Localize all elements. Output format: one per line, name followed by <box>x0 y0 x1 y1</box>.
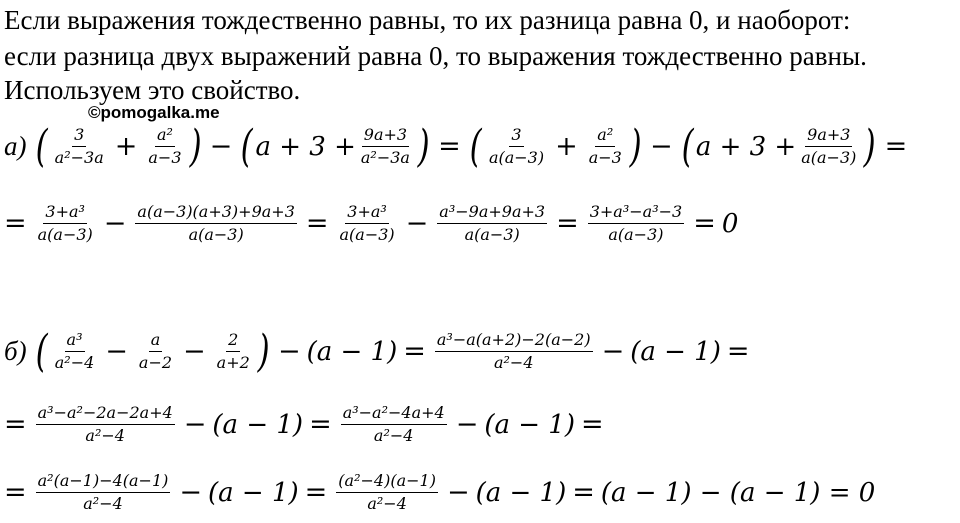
denominator: a²−4 <box>85 426 125 445</box>
operator: − <box>103 208 127 239</box>
operator: = <box>4 477 27 508</box>
denominator: a(a−3) <box>801 148 857 167</box>
intro-line-1: Если выражения тождественно равны, то их разница равна 0, и наоборот: <box>4 5 851 35</box>
operator: = <box>884 131 908 162</box>
denominator: a²−4 <box>373 426 414 445</box>
numerator: 3 <box>509 126 523 147</box>
operator: = <box>572 477 595 508</box>
fraction <box>341 404 447 445</box>
numerator: a(a−3)(a+3)+9a+3 <box>135 203 296 224</box>
operator: + <box>114 131 138 162</box>
operator: = <box>305 208 329 239</box>
parenthesis: ( <box>35 325 48 377</box>
parenthesis: ( <box>469 120 482 172</box>
numerator: 9a+3 <box>805 126 852 147</box>
fraction <box>36 203 95 244</box>
operator: = <box>403 336 426 367</box>
numerator: 2 <box>226 331 240 352</box>
fraction <box>435 331 593 372</box>
operator: − <box>455 409 479 440</box>
operator: = <box>726 336 750 367</box>
operator: = <box>4 208 27 239</box>
denominator: a(a−3) <box>188 225 244 244</box>
fraction <box>359 126 412 167</box>
fraction <box>336 472 438 513</box>
denominator: a(a−3) <box>339 225 395 244</box>
denominator: a(a−3) <box>488 148 545 167</box>
denominator: a(a−3) <box>37 225 93 244</box>
parenthesis: ( <box>35 120 48 172</box>
fraction <box>146 126 183 167</box>
denominator: a(a−3) <box>608 225 664 244</box>
numerator: a <box>149 331 163 352</box>
parenthesis: ) <box>417 120 430 172</box>
math-term: a + 3 + <box>255 131 356 162</box>
math-term: (a − 1) <box>212 409 304 440</box>
parenthesis: ) <box>257 325 270 377</box>
operator: − <box>601 336 625 367</box>
numerator: a³−a(a+2)−2(a−2) <box>435 331 593 352</box>
numerator: a³−a²−4a+4 <box>341 404 447 425</box>
numerator: 3+a³ <box>43 203 87 224</box>
math-term: 0 <box>721 208 739 239</box>
part-b-line-1 <box>4 325 755 377</box>
operator: = <box>304 477 328 508</box>
parenthesis: ( <box>681 120 694 172</box>
parenthesis: ) <box>629 120 642 172</box>
denominator: a−3 <box>588 148 622 167</box>
operator: + <box>555 131 578 162</box>
numerator: a³−9a+9a+3 <box>437 203 547 224</box>
denominator: a²−4 <box>83 494 123 513</box>
numerator: 3+a³−a³−3 <box>588 203 684 224</box>
numerator: a³−a²−2a−2a+4 <box>36 404 175 425</box>
operator: − <box>405 208 429 239</box>
fraction <box>137 331 174 372</box>
math-term: a + 3 + <box>695 131 797 162</box>
operator: = <box>693 208 716 239</box>
part-a-line-1 <box>4 120 913 172</box>
fraction <box>215 331 252 372</box>
math-term: (a − 1) − (a − 1) = 0 <box>600 477 876 508</box>
denominator: a²−3a <box>54 148 104 167</box>
fraction <box>36 472 171 513</box>
operator: = <box>581 409 604 440</box>
part-a-line-2 <box>4 203 738 244</box>
denominator: a²−3a <box>360 148 410 167</box>
numerator: 9a+3 <box>362 126 409 147</box>
operator: − <box>183 336 206 367</box>
part-a-label: а) <box>4 131 27 161</box>
math-term: (a − 1) <box>208 477 299 508</box>
denominator: a+2 <box>216 353 250 372</box>
denominator: a²−4 <box>493 353 534 372</box>
fraction <box>487 126 546 167</box>
intro-line-2: если разница двух выражений равна 0, то выражения тождественно равны. <box>4 41 867 71</box>
operator: = <box>556 208 579 239</box>
denominator: a(a−3) <box>464 225 520 244</box>
fraction <box>53 331 97 372</box>
fraction <box>799 126 858 167</box>
operator: − <box>183 409 207 440</box>
part-b-line-2 <box>4 404 610 445</box>
intro-line-3: Используем это свойство. <box>4 75 301 105</box>
numerator: 3 <box>72 126 86 147</box>
fraction <box>135 203 296 244</box>
operator: − <box>209 131 233 162</box>
numerator: a² <box>595 126 615 147</box>
operator: − <box>650 131 673 162</box>
numerator: a² <box>155 126 175 147</box>
fraction <box>36 404 175 445</box>
operator: − <box>277 336 301 367</box>
numerator: a³ <box>65 331 85 352</box>
operator: − <box>179 477 203 508</box>
operator: = <box>309 409 332 440</box>
operator: − <box>446 477 470 508</box>
operator: − <box>105 336 128 367</box>
fraction <box>587 126 624 167</box>
operator: = <box>4 409 27 440</box>
parenthesis: ) <box>863 120 876 172</box>
denominator: a²−4 <box>54 353 95 372</box>
math-term: (a − 1) <box>484 409 575 440</box>
watermark: ©pomogalka.me <box>88 103 220 122</box>
fraction <box>437 203 547 244</box>
math-term: (a − 1) <box>630 336 721 367</box>
numerator: 3+a³ <box>345 203 389 224</box>
fraction <box>53 126 106 167</box>
fraction <box>338 203 397 244</box>
denominator: a−2 <box>138 353 173 372</box>
part-b-label: б) <box>4 336 27 366</box>
math-term: (a − 1) <box>306 336 398 367</box>
part-b-line-3 <box>4 472 875 513</box>
math-term: (a − 1) <box>475 477 567 508</box>
operator: = <box>438 131 461 162</box>
numerator: (a²−4)(a−1) <box>336 472 438 493</box>
fraction <box>588 203 684 244</box>
parenthesis: ) <box>189 120 202 172</box>
numerator: a²(a−1)−4(a−1) <box>36 472 171 493</box>
parenthesis: ( <box>240 120 253 172</box>
denominator: a²−4 <box>367 494 407 513</box>
denominator: a−3 <box>148 148 182 167</box>
